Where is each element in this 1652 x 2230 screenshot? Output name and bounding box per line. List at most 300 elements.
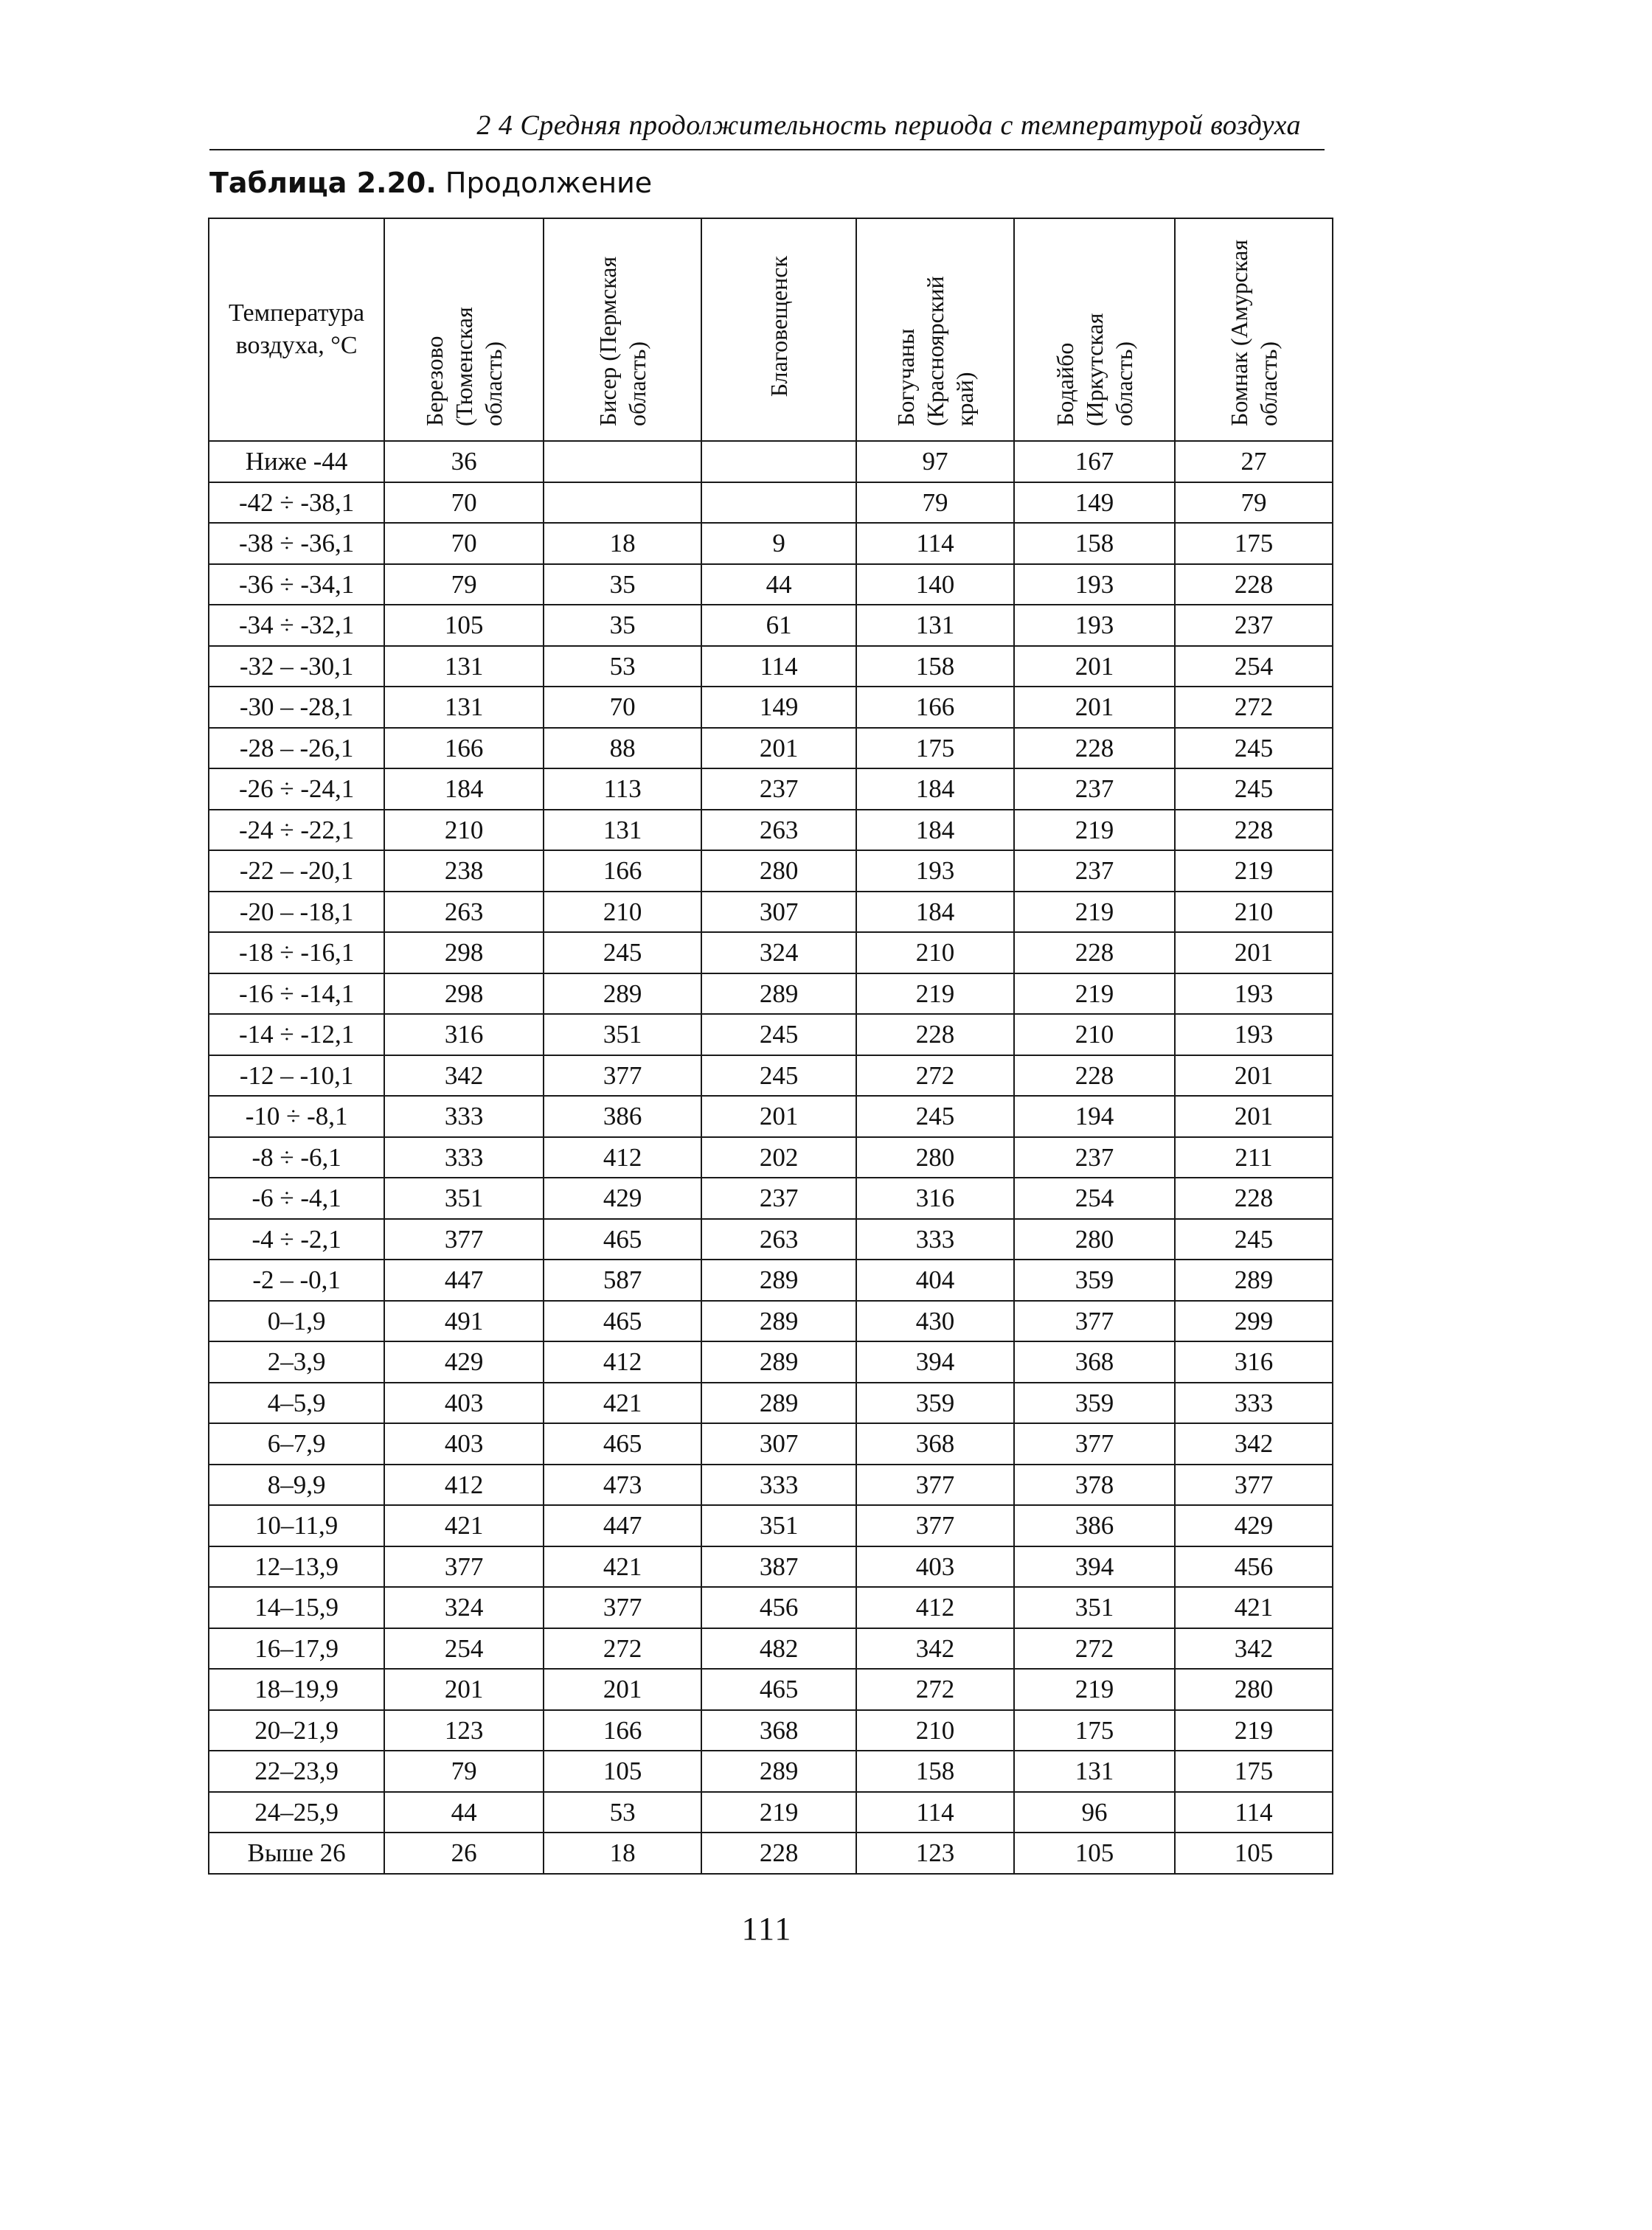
table-cell: 36 <box>384 441 544 482</box>
table-cell: 131 <box>384 687 544 728</box>
table-cell: 429 <box>384 1341 544 1383</box>
table-row <box>209 768 1333 810</box>
table-cell: 378 <box>1014 1465 1175 1506</box>
row-label-cell: 4–5,9 <box>209 1383 384 1424</box>
table-cell: 465 <box>544 1423 701 1465</box>
table-cell: 403 <box>384 1383 544 1424</box>
table-cell: 210 <box>856 932 1014 973</box>
table-row <box>209 441 1333 482</box>
table-cell: 140 <box>856 564 1014 605</box>
table-cell: 473 <box>544 1465 701 1506</box>
table-cell: 587 <box>544 1260 701 1301</box>
row-label-cell: -22 – -20,1 <box>209 850 384 892</box>
table-cell: 201 <box>1175 932 1333 973</box>
table-row <box>209 728 1333 769</box>
table-cell: 377 <box>1014 1301 1175 1342</box>
table-cell: 254 <box>384 1628 544 1670</box>
table-cell: 238 <box>384 850 544 892</box>
table-cell: 377 <box>384 1219 544 1260</box>
row-label-cell: -4 ÷ -2,1 <box>209 1219 384 1260</box>
row-label-cell: 18–19,9 <box>209 1669 384 1710</box>
table-caption <box>209 165 652 200</box>
table-cell: 175 <box>1014 1710 1175 1751</box>
table-cell: 211 <box>1175 1137 1333 1178</box>
table-cell: 289 <box>701 973 856 1015</box>
row-label-cell: 2–3,9 <box>209 1341 384 1383</box>
table-cell: 79 <box>856 482 1014 524</box>
table-cell: 201 <box>701 728 856 769</box>
table-cell: 44 <box>701 564 856 605</box>
table-row <box>209 1178 1333 1219</box>
row-label-cell: -20 – -18,1 <box>209 892 384 933</box>
table-cell: 158 <box>856 1751 1014 1792</box>
table-cell: 491 <box>384 1301 544 1342</box>
row-label-cell: -34 ÷ -32,1 <box>209 605 384 646</box>
table-cell: 404 <box>856 1260 1014 1301</box>
table-body <box>209 441 1333 1874</box>
row-label-cell: 22–23,9 <box>209 1751 384 1792</box>
table-cell: 429 <box>544 1178 701 1219</box>
table-cell: 307 <box>701 892 856 933</box>
table-cell: 412 <box>856 1587 1014 1628</box>
table-row <box>209 1505 1333 1546</box>
table-cell: 377 <box>544 1055 701 1097</box>
table-cell: 149 <box>1014 482 1175 524</box>
table-cell: 342 <box>1175 1423 1333 1465</box>
table-cell: 210 <box>384 810 544 851</box>
table-cell: 219 <box>1175 850 1333 892</box>
table-cell: 272 <box>856 1669 1014 1710</box>
table-cell: 210 <box>1014 1014 1175 1055</box>
table-row <box>209 1341 1333 1383</box>
table-cell: 289 <box>544 973 701 1015</box>
table-cell: 316 <box>856 1178 1014 1219</box>
row-label-cell: 12–13,9 <box>209 1546 384 1588</box>
table-cell: 237 <box>1014 768 1175 810</box>
table-row <box>209 1055 1333 1097</box>
column-header-label: Благовещенск <box>766 255 793 397</box>
column-header-label: Бисер (Пермская область) <box>594 256 651 426</box>
table-row <box>209 687 1333 728</box>
table-row <box>209 1710 1333 1751</box>
row-label-cell: -2 – -0,1 <box>209 1260 384 1301</box>
table-cell: 123 <box>384 1710 544 1751</box>
table-cell: 131 <box>384 646 544 687</box>
table-cell: 79 <box>1175 482 1333 524</box>
row-label-cell: -6 ÷ -4,1 <box>209 1178 384 1219</box>
table-cell: 333 <box>701 1465 856 1506</box>
table-cell: 158 <box>1014 523 1175 564</box>
table-cell: 237 <box>701 768 856 810</box>
table-row <box>209 1465 1333 1506</box>
row-label-cell: 16–17,9 <box>209 1628 384 1670</box>
table-row <box>209 973 1333 1015</box>
table-cell: 114 <box>701 646 856 687</box>
table-row <box>209 1014 1333 1055</box>
table-cell: 456 <box>1175 1546 1333 1588</box>
table-cell: 316 <box>1175 1341 1333 1383</box>
table-cell: 237 <box>1014 1137 1175 1178</box>
table-cell: 421 <box>384 1505 544 1546</box>
table-cell: 272 <box>856 1055 1014 1097</box>
table-cell: 465 <box>544 1301 701 1342</box>
table-cell <box>544 482 701 524</box>
table-cell: 280 <box>856 1137 1014 1178</box>
table-cell: 368 <box>701 1710 856 1751</box>
running-header-text: 2 4 Средняя продолжительность периода с температурой воздуха <box>476 110 1301 141</box>
table-cell: 394 <box>856 1341 1014 1383</box>
table-header-row <box>209 218 1333 441</box>
row-label-cell: 24–25,9 <box>209 1792 384 1833</box>
table-cell: 272 <box>1014 1628 1175 1670</box>
table-cell: 184 <box>856 892 1014 933</box>
table-cell: 263 <box>701 1219 856 1260</box>
table-cell: 245 <box>1175 1219 1333 1260</box>
row-label-cell: -8 ÷ -6,1 <box>209 1137 384 1178</box>
table-cell: 272 <box>544 1628 701 1670</box>
table-cell: 447 <box>384 1260 544 1301</box>
table-cell: 245 <box>701 1014 856 1055</box>
table-cell: 96 <box>1014 1792 1175 1833</box>
table-cell: 175 <box>1175 523 1333 564</box>
table-cell: 70 <box>544 687 701 728</box>
table-cell: 359 <box>1014 1383 1175 1424</box>
table-cell: 237 <box>701 1178 856 1219</box>
table-cell: 97 <box>856 441 1014 482</box>
table-cell: 158 <box>856 646 1014 687</box>
table-cell: 70 <box>384 523 544 564</box>
table-cell: 105 <box>1175 1833 1333 1874</box>
row-label-cell: -36 ÷ -34,1 <box>209 564 384 605</box>
table-cell: 377 <box>1175 1465 1333 1506</box>
table-cell: 201 <box>1014 687 1175 728</box>
table-cell: 219 <box>1014 1669 1175 1710</box>
row-label-cell: -12 – -10,1 <box>209 1055 384 1097</box>
table-cell: 263 <box>701 810 856 851</box>
table-row <box>209 1833 1333 1874</box>
table-cell: 18 <box>544 1833 701 1874</box>
table-cell: 237 <box>1014 850 1175 892</box>
table-cell: 368 <box>1014 1341 1175 1383</box>
table-row <box>209 1301 1333 1342</box>
table-cell: 421 <box>544 1546 701 1588</box>
table-cell: 333 <box>384 1096 544 1137</box>
table-row <box>209 1751 1333 1792</box>
table-cell: 131 <box>856 605 1014 646</box>
table-cell: 280 <box>1175 1669 1333 1710</box>
table-cell: 280 <box>1014 1219 1175 1260</box>
table-cell: 403 <box>384 1423 544 1465</box>
table-cell: 351 <box>544 1014 701 1055</box>
row-label-cell: -30 – -28,1 <box>209 687 384 728</box>
table-row <box>209 1792 1333 1833</box>
table-row <box>209 646 1333 687</box>
table-cell: 219 <box>856 973 1014 1015</box>
table-cell: 316 <box>384 1014 544 1055</box>
row-label-cell: -42 ÷ -38,1 <box>209 482 384 524</box>
column-header-biser <box>544 218 701 441</box>
column-header-berezovo <box>384 218 544 441</box>
column-header-label: Бодайбо (Иркутская область) <box>1051 313 1137 426</box>
table-cell: 324 <box>384 1587 544 1628</box>
row-label-cell: -14 ÷ -12,1 <box>209 1014 384 1055</box>
row-label-cell: -16 ÷ -14,1 <box>209 973 384 1015</box>
table-cell: 61 <box>701 605 856 646</box>
table-caption-text: Продолжение <box>436 167 653 199</box>
table-caption-label: Таблица 2.20. <box>209 167 437 199</box>
table-cell: 245 <box>701 1055 856 1097</box>
column-header-boguchany <box>856 218 1014 441</box>
table-cell: 351 <box>1014 1587 1175 1628</box>
table-cell: 228 <box>1014 728 1175 769</box>
table-cell: 237 <box>1175 605 1333 646</box>
table-cell: 193 <box>1014 605 1175 646</box>
table-cell: 175 <box>1175 1751 1333 1792</box>
table-cell: 429 <box>1175 1505 1333 1546</box>
table-cell: 166 <box>856 687 1014 728</box>
table-cell: 387 <box>701 1546 856 1588</box>
table-cell: 403 <box>856 1546 1014 1588</box>
table-cell: 105 <box>544 1751 701 1792</box>
table-cell: 131 <box>1014 1751 1175 1792</box>
row-label-cell: -28 – -26,1 <box>209 728 384 769</box>
table-cell: 88 <box>544 728 701 769</box>
table-cell: 377 <box>384 1546 544 1588</box>
table-cell: 194 <box>1014 1096 1175 1137</box>
table-cell: 166 <box>544 1710 701 1751</box>
row-label-cell: 10–11,9 <box>209 1505 384 1546</box>
table-cell: 219 <box>1014 810 1175 851</box>
row-label-cell: 14–15,9 <box>209 1587 384 1628</box>
table-cell: 228 <box>1175 564 1333 605</box>
table-cell: 333 <box>384 1137 544 1178</box>
table-row <box>209 892 1333 933</box>
table-row <box>209 1628 1333 1670</box>
table-cell: 105 <box>384 605 544 646</box>
table-cell <box>701 441 856 482</box>
running-header <box>209 103 1325 150</box>
row-label-cell: -32 – -30,1 <box>209 646 384 687</box>
table-cell: 53 <box>544 1792 701 1833</box>
table-cell: 9 <box>701 523 856 564</box>
table-cell: 342 <box>856 1628 1014 1670</box>
table-cell: 465 <box>701 1669 856 1710</box>
table-cell: 35 <box>544 564 701 605</box>
row-label-cell: 0–1,9 <box>209 1301 384 1342</box>
table-cell: 210 <box>544 892 701 933</box>
row-label-cell: Ниже -44 <box>209 441 384 482</box>
table-cell: 201 <box>1175 1096 1333 1137</box>
table-cell: 44 <box>384 1792 544 1833</box>
table-cell: 289 <box>701 1751 856 1792</box>
table-cell: 307 <box>701 1423 856 1465</box>
table-cell: 351 <box>384 1178 544 1219</box>
table-cell: 289 <box>701 1383 856 1424</box>
table-cell: 412 <box>544 1341 701 1383</box>
table-cell: 342 <box>384 1055 544 1097</box>
table-cell: 131 <box>544 810 701 851</box>
table-cell: 386 <box>544 1096 701 1137</box>
table-cell: 377 <box>856 1505 1014 1546</box>
table-cell: 193 <box>856 850 1014 892</box>
table-row <box>209 564 1333 605</box>
row-label-cell: -24 ÷ -22,1 <box>209 810 384 851</box>
table-cell: 368 <box>856 1423 1014 1465</box>
table-cell: 430 <box>856 1301 1014 1342</box>
table-row <box>209 523 1333 564</box>
table-cell: 193 <box>1014 564 1175 605</box>
table-cell: 324 <box>701 932 856 973</box>
table-cell: 377 <box>856 1465 1014 1506</box>
table-cell: 201 <box>701 1096 856 1137</box>
table-cell: 123 <box>856 1833 1014 1874</box>
table-cell: 412 <box>384 1465 544 1506</box>
row-label-cell: Выше 26 <box>209 1833 384 1874</box>
table-cell: 210 <box>856 1710 1014 1751</box>
column-header-temperature <box>209 218 384 441</box>
table-cell: 202 <box>701 1137 856 1178</box>
table-row <box>209 605 1333 646</box>
table-row <box>209 932 1333 973</box>
table-cell: 201 <box>544 1669 701 1710</box>
table-cell: 70 <box>384 482 544 524</box>
table-cell: 299 <box>1175 1301 1333 1342</box>
table-cell: 166 <box>544 850 701 892</box>
table-cell: 219 <box>1014 892 1175 933</box>
table-cell: 228 <box>1175 810 1333 851</box>
row-label-cell: -38 ÷ -36,1 <box>209 523 384 564</box>
table-cell: 447 <box>544 1505 701 1546</box>
table-cell: 289 <box>701 1301 856 1342</box>
table-row <box>209 1096 1333 1137</box>
table-cell: 333 <box>1175 1383 1333 1424</box>
table-cell: 245 <box>544 932 701 973</box>
table-cell: 289 <box>1175 1260 1333 1301</box>
data-table <box>208 218 1333 1875</box>
table-cell: 175 <box>856 728 1014 769</box>
table-cell: 201 <box>1175 1055 1333 1097</box>
table-cell <box>701 482 856 524</box>
row-label-cell: 6–7,9 <box>209 1423 384 1465</box>
table-cell: 228 <box>856 1014 1014 1055</box>
table-cell: 280 <box>701 850 856 892</box>
table-cell: 289 <box>701 1341 856 1383</box>
table-cell: 298 <box>384 932 544 973</box>
table-cell: 228 <box>701 1833 856 1874</box>
table-row <box>209 482 1333 524</box>
table-cell: 201 <box>384 1669 544 1710</box>
row-label-cell: 20–21,9 <box>209 1710 384 1751</box>
table-cell: 79 <box>384 564 544 605</box>
column-header-blagoveshchensk <box>701 218 856 441</box>
table-cell: 456 <box>701 1587 856 1628</box>
table-row <box>209 1423 1333 1465</box>
table-cell: 219 <box>701 1792 856 1833</box>
table-cell: 79 <box>384 1751 544 1792</box>
table-cell: 245 <box>1175 768 1333 810</box>
table-cell: 377 <box>1014 1423 1175 1465</box>
table-cell: 298 <box>384 973 544 1015</box>
table-cell: 201 <box>1014 646 1175 687</box>
table-cell: 228 <box>1014 932 1175 973</box>
table-cell: 342 <box>1175 1628 1333 1670</box>
table-cell: 465 <box>544 1219 701 1260</box>
table-cell: 377 <box>544 1587 701 1628</box>
table-cell: 105 <box>1014 1833 1175 1874</box>
table-cell: 254 <box>1014 1178 1175 1219</box>
table-cell: 113 <box>544 768 701 810</box>
table-cell: 333 <box>856 1219 1014 1260</box>
table-cell: 184 <box>856 768 1014 810</box>
table-cell: 27 <box>1175 441 1333 482</box>
column-header-bomnak <box>1175 218 1333 441</box>
table-cell: 245 <box>1175 728 1333 769</box>
table-cell: 114 <box>1175 1792 1333 1833</box>
column-header-temperature-label: Температура воздуха, °С <box>229 299 365 359</box>
table-cell: 53 <box>544 646 701 687</box>
table-cell: 351 <box>701 1505 856 1546</box>
table-cell: 272 <box>1175 687 1333 728</box>
row-label-cell: -18 ÷ -16,1 <box>209 932 384 973</box>
column-header-label: Бомнак (Амурская область) <box>1225 239 1282 426</box>
table-cell: 193 <box>1175 973 1333 1015</box>
row-label-cell: -26 ÷ -24,1 <box>209 768 384 810</box>
table-cell: 18 <box>544 523 701 564</box>
table-cell: 35 <box>544 605 701 646</box>
table-cell: 359 <box>1014 1260 1175 1301</box>
table-cell: 167 <box>1014 441 1175 482</box>
table-row <box>209 1260 1333 1301</box>
table-cell: 166 <box>384 728 544 769</box>
table-cell: 482 <box>701 1628 856 1670</box>
table-cell: 228 <box>1175 1178 1333 1219</box>
row-label-cell: -10 ÷ -8,1 <box>209 1096 384 1137</box>
table-cell: 184 <box>384 768 544 810</box>
table-cell: 289 <box>701 1260 856 1301</box>
column-header-label: Березово (Тюменская область) <box>421 306 507 426</box>
table-cell: 228 <box>1014 1055 1175 1097</box>
table-cell: 254 <box>1175 646 1333 687</box>
table-cell <box>544 441 701 482</box>
table-cell: 184 <box>856 810 1014 851</box>
table-cell: 421 <box>544 1383 701 1424</box>
table-row <box>209 810 1333 851</box>
table-row <box>209 1383 1333 1424</box>
table-cell: 219 <box>1014 973 1175 1015</box>
table-row <box>209 1546 1333 1588</box>
table-row <box>209 1587 1333 1628</box>
table-cell: 210 <box>1175 892 1333 933</box>
page-number: 111 <box>741 1911 793 1947</box>
table-cell: 114 <box>856 523 1014 564</box>
table-cell: 386 <box>1014 1505 1175 1546</box>
table-row <box>209 850 1333 892</box>
table-cell: 193 <box>1175 1014 1333 1055</box>
row-label-cell: 8–9,9 <box>209 1465 384 1506</box>
table-cell: 219 <box>1175 1710 1333 1751</box>
table-cell: 359 <box>856 1383 1014 1424</box>
column-header-bodaybo <box>1014 218 1175 441</box>
table-cell: 114 <box>856 1792 1014 1833</box>
table-cell: 412 <box>544 1137 701 1178</box>
table-cell: 149 <box>701 687 856 728</box>
table-cell: 26 <box>384 1833 544 1874</box>
table-cell: 394 <box>1014 1546 1175 1588</box>
table-row <box>209 1219 1333 1260</box>
table-row <box>209 1669 1333 1710</box>
table-cell: 245 <box>856 1096 1014 1137</box>
table-row <box>209 1137 1333 1178</box>
